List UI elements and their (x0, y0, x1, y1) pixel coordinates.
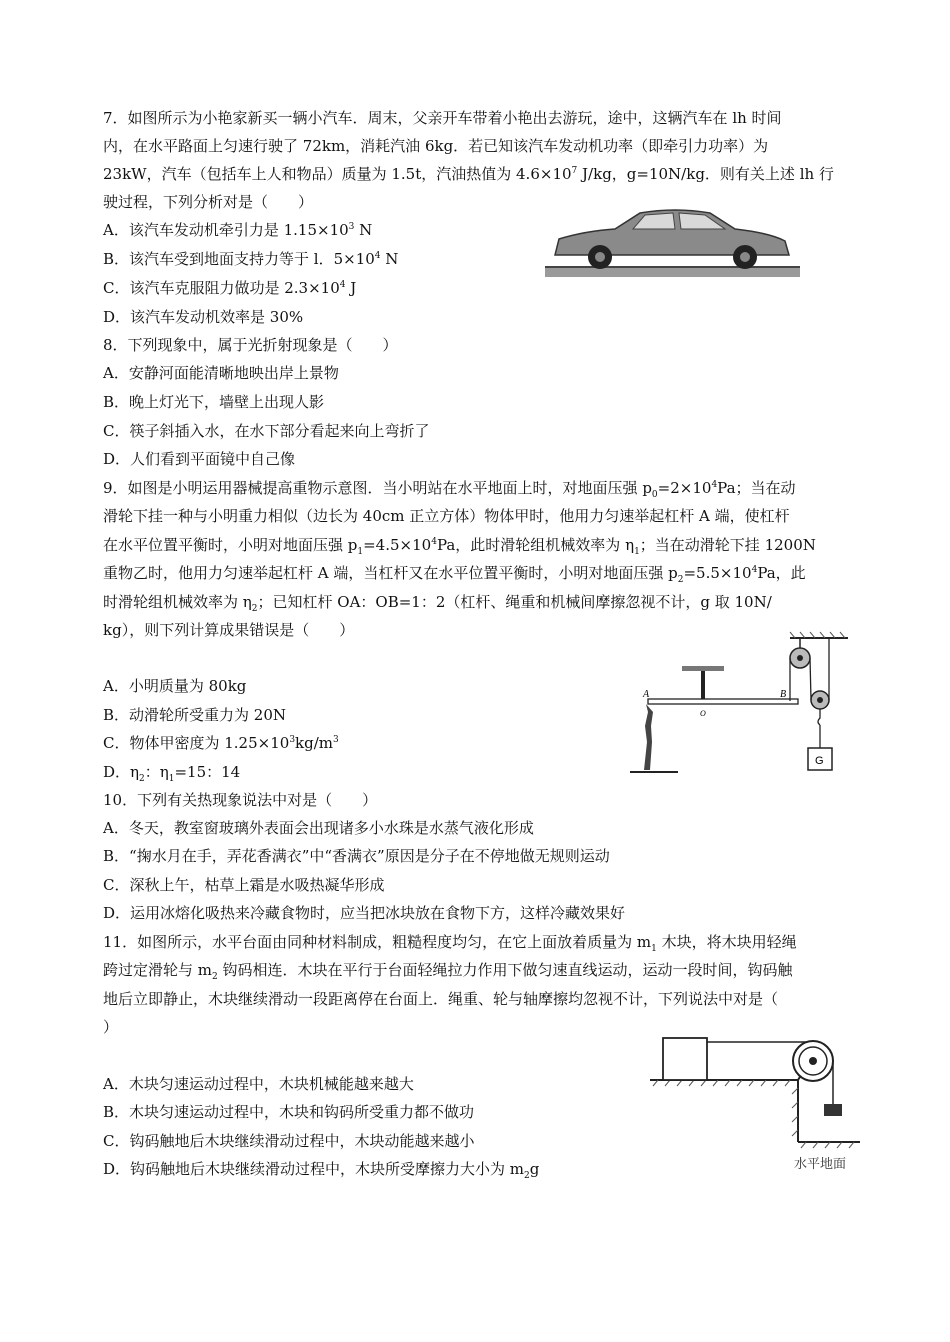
q8-option-c: C．筷子斜插入水，在水下部分看起来向上弯折了 (103, 422, 430, 440)
q9-stem-line-5: 时滑轮组机械效率为 $\eta_2$；已知杠杆 OA：OB=1：2（杠杆、绳重和机械间摩擦忽视不计，g 取 10N/ (103, 593, 772, 614)
lever-pulley-diagram (630, 630, 850, 780)
q7-option-d: D．该汽车发动机效率是 30% (103, 308, 304, 326)
q9-stem-line-6: kg），则下列计算成果错误是（ ） (103, 621, 355, 639)
q11-stem-line-3: 地后立即静止，木块继续滑动一段距离停在台面上．绳重、轮与轴摩擦均忽视不计，下列说法中对是（ (103, 990, 779, 1008)
q9-stem-line-4: 重物乙时，他用力匀速举起杠杆 A 端，当杠杆又在水平位置平衡时，小明对地面压强 $p_2=5.5\times 10^4Pa$，此 (103, 564, 806, 585)
fig-label-g: G (815, 755, 824, 767)
block-pulley-diagram (648, 1032, 863, 1177)
q9-option-d: D．$\eta_2$：$\eta_1=15$：14 (103, 763, 241, 784)
q10-option-a: A．冬天，教室窗玻璃外表面会出现诸多小水珠是水蒸气液化形成 (103, 819, 534, 837)
q8-stem: 8．下列现象中，属于光折射现象是（ ） (103, 336, 398, 354)
q7-stem-line-3: 23kW，汽车（包括车上人和物品）质量为 1.5t，汽油热值为 $4.6\times 10^7$ J/kg，g=10N/kg．则有关上述 lh 行 (103, 165, 834, 183)
q11-option-b: B．木块匀速运动过程中，木块和钩码所受重力都不做功 (103, 1103, 475, 1121)
q7-stem-line-2: 内，在水平路面上匀速行驶了 72km，消耗汽油 6kg．若已知该汽车发动机功率（即牵引力功率）为 (103, 137, 769, 155)
q7-option-b: B．该汽车受到地面支持力等于 l．$5\times 10^4$ N (103, 250, 399, 268)
fig-label-a: A (643, 689, 650, 700)
q9-option-b: B．动滑轮所受重力为 20N (103, 706, 287, 724)
q11-stem-line-4: ） (103, 1018, 119, 1036)
q10-option-d: D．运用冰熔化吸热来冷藏食物时，应当把冰块放在食物下方，这样冷藏效果好 (103, 904, 626, 922)
q10-option-c: C．深秋上午，枯草上霜是水吸热凝华形成 (103, 876, 385, 894)
q11-stem-line-2: 跨过定滑轮与 $m_2$ 钩码相连．木块在平行于台面轻绳拉力作用下做匀速直线运动，运动一段时间，钩码触 (103, 961, 793, 982)
q9-stem-line-3: 在水平位置平衡时，小明对地面压强 $p_1=4.5\times 10^4Pa$，此时滑轮组机械效率为 $\eta_1$；当在动滑轮下挂 1200N (103, 536, 816, 557)
q7-stem-line-1: 7．如图所示为小艳家新买一辆小汽车．周末，父亲开车带着小艳出去游玩，途中，这辆汽车在 lh 时间 (103, 109, 782, 127)
q11-option-a: A．木块匀速运动过程中，木块机械能越来越大 (103, 1075, 414, 1093)
fig-label-b: B (780, 689, 787, 700)
q7-option-a: A．该汽车发动机牵引力是 $1.15\times 10^3$ N (103, 221, 373, 239)
q9-option-c: C．物体甲密度为 $1.25\times 10^3kg/m^3$ (103, 734, 339, 752)
q11-option-d: D．钩码触地后木块继续滑动过程中，木块所受摩擦力大小为 $m_2g$ (103, 1160, 540, 1181)
fig-label-o: O (700, 709, 706, 718)
q11-stem-line-1: 11．如图所示，水平台面由同种材料制成，粗糙程度均匀，在它上面放着质量为 $m_1$ 木块，将木块用轻绳 (103, 933, 797, 954)
q7-stem-line-4: 驶过程，下列分析对是（ ） (103, 193, 314, 211)
q8-option-b: B．晚上灯光下，墙壁上出现人影 (103, 393, 325, 411)
q10-stem: 10．下列有关热现象说法中对是（ ） (103, 791, 378, 809)
q8-option-a: A．安静河面能清晰地映出岸上景物 (103, 364, 339, 382)
q9-stem-line-2: 滑轮下挂一种与小明重力相似（边长为 40cm 正立方体）物体甲时，他用力匀速举起杠杆 A 端，使杠杆 (103, 507, 790, 525)
q11-option-c: C．钩码触地后木块继续滑动过程中，木块动能越来越小 (103, 1132, 475, 1150)
q8-option-d: D．人们看到平面镜中自己像 (103, 450, 296, 468)
q9-option-a: A．小明质量为 80kg (103, 677, 247, 695)
q7-option-c: C．该汽车克服阻力做功是 $2.3\times 10^4$ J (103, 279, 357, 297)
q9-stem-line-1: 9．如图是小明运用器械提高重物示意图．当小明站在水平地面上时，对地面压强 $p_0=2\times 10^4Pa$；当在动 (103, 479, 796, 500)
car-illustration (545, 205, 800, 285)
ground-label: 水平地面 (794, 1157, 847, 1172)
q10-option-b: B．“掬水月在手，弄花香满衣”中“香满衣”原因是分子在不停地做无规则运动 (103, 847, 610, 865)
